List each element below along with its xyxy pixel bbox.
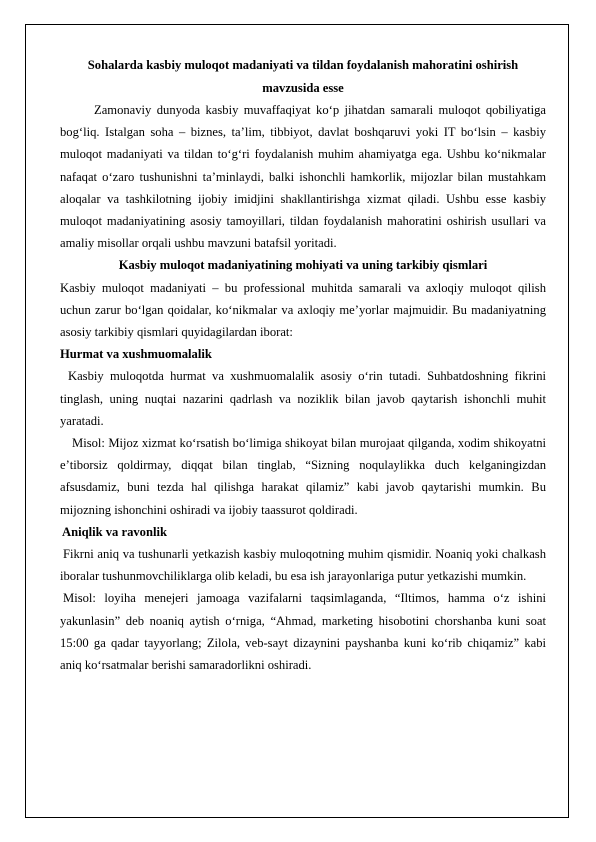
document-body <box>60 54 546 676</box>
subsection-body-clarity: Fikrni aniq va tushunarli yetkazish kasbiy muloqotning muhim qismidir. Noaniq yoki chalkash iboralar tushunmovchiliklarga olib keladi, bu esa ish jarayonlariga putur yetkazishi mumkin. <box>60 547 546 584</box>
subsection-body-respect: Kasbiy muloqotda hurmat va xushmuomalalik asosiy oʻrin tutadi. Suhbatdoshning fikrini tinglash, uning nuqtai nazarini qadrlash va noziklik bilan javob qaytarish ishonchli muhit yaratadi. <box>60 369 546 428</box>
subsection-heading-respect: Hurmat va xushmuomalalik <box>60 347 212 362</box>
subsection-example-clarity: Misol: loyiha menejeri jamoaga vazifalarni taqsimlaganda, “Iltimos, hamma oʻz ishini yakunlasin” deb noaniq aytish oʻrniga, “Ahmad, marketing hisobotini chorshanba kuni soat 15:00 ga qadar tayyorlang; Zilola, veb-sayt dizaynini payshanba kuni koʻrib chiqamiz” kabi aniq koʻrsatmalar berishi samaradorlikni oshiradi. <box>60 591 546 673</box>
subsection-heading-clarity: Aniqlik va ravonlik <box>62 524 167 539</box>
subsection-example-respect: Misol: Mijoz xizmat koʻrsatish boʻlimiga shikoyat bilan murojaat qilganda, xodim shikoyatni eʼtiborsiz qoldirmay, diqqat bilan tinglab, “Sizning noqulaylikka duch kelganingizdan afsusdamiz, buni tezda hal qilishga harakat qilamiz” kabi javob qaytarishi mumkin. Bu mijozning ishonchini oshiradi va ijobiy taassurot qoldiradi. <box>60 436 546 517</box>
intro-paragraph: Zamonaviy dunyoda kasbiy muvaffaqiyat koʻp jihatdan samarali muloqot qobiliyatiga bogʻliq. Istalgan soha – biznes, taʼlim, tibbiyot, davlat boshqaruvi yoki IT boʻlsin – kasbiy muloqot madaniyati va tildan toʻgʻri foydalanish muhim ahamiyatga ega. Ushbu koʻnikmalar nafaqat oʻzaro tushunishni taʼminlaydi, balki ishonchli hamkorlik, mijozlar bilan mustahkam aloqalar va tashkilotning ijobiy imidjini shakllantirishga xizmat qiladi. Ushbu esse kasbiy muloqot madaniyatining asosiy tamoyillari, tildan foydalanish mahoratini oshirish usullari va amaliy misollar orqali ushbu mavzuni batafsil yoritadi. <box>60 103 546 251</box>
document-title: Sohalarda kasbiy muloqot madaniyati va tildan foydalanish mahoratini oshirish mavzusida esse <box>87 58 519 95</box>
section-heading: Kasbiy muloqot madaniyatining mohiyati va uning tarkibiy qismlari <box>118 258 488 273</box>
section-intro-paragraph: Kasbiy muloqot madaniyati – bu professional muhitda samarali va axloqiy muloqot qilish uchun zarur boʻlgan qoidalar, koʻnikmalar va axloqiy meʼyorlar majmuidir. Bu madaniyatning asosiy tarkibiy qismlari quyidagilardan iborat: <box>60 280 546 340</box>
